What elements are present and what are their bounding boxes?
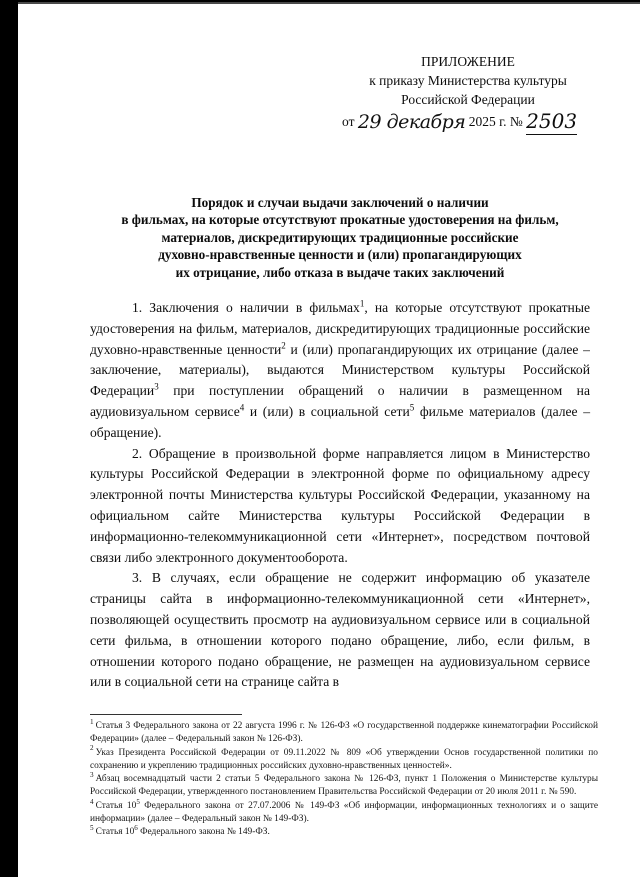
- footnote-separator-rule: [90, 714, 242, 715]
- footnote-2: [90, 744, 598, 774]
- handwritten-order-number: 2503: [526, 109, 578, 133]
- footnote-5-text-b: Федерального закона № 149-ФЗ.: [137, 827, 270, 838]
- document-title: [90, 194, 590, 281]
- footnote-ref-5: 5: [409, 402, 415, 413]
- footnote-5-text-a: Статья 10: [95, 827, 135, 838]
- footnote-4-text-a: Статья 10: [95, 800, 137, 811]
- footnote-5: [90, 826, 598, 839]
- document-title-line-4: духовно-нравственные ценности и (или) пропагандирующих: [158, 247, 522, 263]
- footnote-1-marker: 1: [90, 717, 94, 726]
- footnote-ref-2: 2: [281, 340, 286, 351]
- page-content: [90, 2, 598, 877]
- footnote-4-superscript: 5: [136, 797, 140, 806]
- document-title-line-3: материалов, дискредитирующих традиционные российские: [161, 229, 519, 245]
- paragraph-1-seg-c: и (или) пропагандирующих их отрицание (далее – заключение, материалы), выдаются Министерством культуры Российской Федерации: [90, 341, 590, 399]
- year-suffix: 2025 г. №: [468, 114, 523, 129]
- footnote-ref-4: 4: [239, 402, 245, 413]
- paragraph-2: 2. Обращение в произвольной форме направляется лицом в Министерство культуры Российской Федерации в электронной форме по официальному адресу электронной почты Министерства культуры Российской Федерации, указанному на официальном сайте Министерства культуры Российской Федерации в информационно-телекоммуникационной сети «Интернет», посредством почтовой связи либо электронного документооборота.: [90, 445, 590, 565]
- paragraph-1-seg-d: при поступлении обращений о наличии в размещенном на аудиовизуальном сервисе: [90, 383, 590, 419]
- footnote-1-text: Статья 3 Федерального закона от 22 августа 1996 г. № 126-ФЗ «О государственной поддержке кинематографии Российской Федерации» (далее – Федеральный закон № 126-ФЗ).: [90, 721, 598, 745]
- footnote-3-text: Абзац восемнадцатый части 2 статьи 5 Федерального закона № 126-ФЗ, пункт 1 Положения о Министерстве культуры Российской Федерации, утвержденного постановлением Правительства Российской Федерации от 20 июля 2011 г. № 590.: [90, 774, 598, 798]
- footnote-3: [90, 773, 598, 800]
- paragraph-1: [90, 298, 590, 444]
- appendix-date-line: [338, 110, 598, 131]
- paragraph-1-seg-b: , на которые отсутствуют прокатные удостоверения на фильм, материалов, дискредитирующих традиционные российские духовно-нравственные ценности: [90, 300, 590, 357]
- paragraph-1-seg-f: фильме материалов (далее – обращение).: [90, 403, 591, 440]
- footnote-2-marker: 2: [90, 744, 94, 753]
- footnote-ref-1: 1: [359, 298, 365, 309]
- footnote-4-text-b: Федерального закона от 27.07.2006 № 149-ФЗ «Об информации, информационных технологиях и о защите информации» (далее – Федеральный закон № 149-ФЗ).: [90, 800, 598, 825]
- document-body: [90, 298, 590, 693]
- appendix-order-line-1: к приказу Министерства культуры: [369, 73, 567, 88]
- paragraph-1-seg-a: 1. Заключения о наличии в фильмах: [132, 300, 360, 315]
- paragraph-3: 3. В случаях, если обращение не содержит информацию об указателе страницы сайта в информационно-телекоммуникационной сети «Интернет», позволяющей осуществить просмотр на аудиовизуальном сервисе или в социальной сети фильма, в отношении которого подано обращение, либо, если фильм, в отношении которого подано обращение, не размещен на аудиовизуальном сервисе или в социальной сети на странице сайта в: [90, 570, 590, 690]
- footnote-3-marker: 3: [90, 771, 94, 780]
- handwritten-date: 29 декабря: [357, 111, 466, 133]
- document-title-line-5: их отрицание, либо отказа в выдаче таких заключений: [175, 264, 505, 280]
- footnote-list: [90, 717, 598, 840]
- document-title-line-2: в фильмах, на которые отсутствуют прокатные удостоверения на фильм,: [121, 212, 559, 228]
- footnote-4-marker: 4: [90, 797, 94, 806]
- document-title-line-1: Порядок и случаи выдачи заключений о наличии: [191, 195, 489, 210]
- appendix-order-line-2: Российской Федерации: [401, 92, 535, 107]
- footnote-ref-3: 3: [154, 381, 159, 392]
- footnote-5-superscript: 6: [134, 824, 138, 833]
- footnote-1: [90, 717, 598, 747]
- page-sheet: [18, 2, 640, 877]
- paragraph-1-seg-e: и (или) в социальной сети: [244, 403, 410, 419]
- appendix-heading: ПРИЛОЖЕНИЕ: [421, 54, 515, 69]
- footnote-4: [90, 797, 598, 827]
- appendix-header-block: [338, 52, 598, 131]
- footnote-5-marker: 5: [90, 824, 94, 833]
- footnote-2-text: Указ Президента Российской Федерации от 09.11.2022 № 809 «Об утверждении Основ государственной политики по сохранению и укреплению традиционных российских духовно-нравственных ценностей».: [90, 747, 598, 771]
- date-prefix: от: [342, 114, 355, 129]
